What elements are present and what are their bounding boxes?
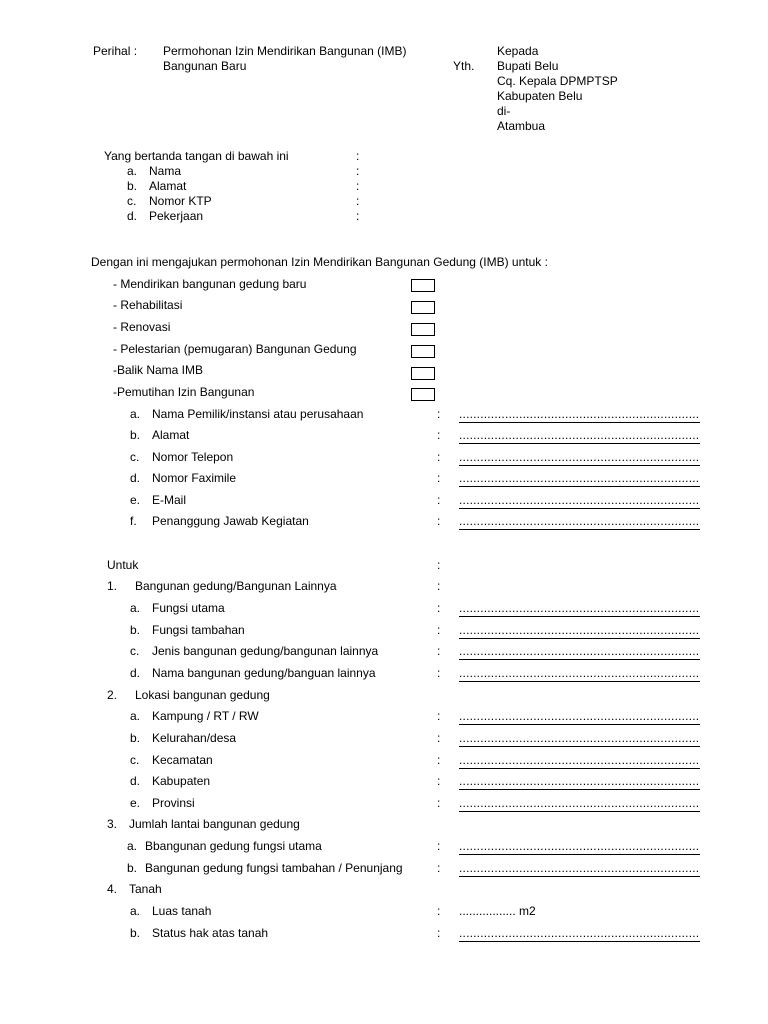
jenis-bangunan-label: Jenis bangunan gedung/bangunan lainnya	[152, 644, 379, 658]
field-letter: c.	[127, 194, 137, 208]
fungsi-utama-field[interactable]	[459, 601, 700, 617]
owner-email-label: E-Mail	[152, 493, 187, 507]
field-letter: a.	[127, 164, 138, 178]
section-title: Jumlah lantai bangunan gedung	[129, 817, 300, 831]
jenis-bangunan-field[interactable]	[459, 644, 700, 660]
untuk-label: Untuk	[107, 558, 139, 572]
field-letter: b.	[127, 179, 138, 193]
applicant-ktp-label: Nomor KTP	[149, 194, 212, 208]
subject-line-1: Permohonan Izin Mendirikan Bangunan (IMB)	[163, 44, 407, 58]
field-letter: b.	[130, 623, 141, 637]
colon: :	[437, 753, 441, 767]
field-letter: f.	[130, 514, 137, 528]
option-label: - Rehabilitasi	[113, 298, 183, 312]
kampung-field[interactable]	[459, 709, 700, 725]
field-letter: a.	[130, 601, 141, 615]
colon: :	[437, 579, 441, 593]
status-tanah-field[interactable]	[459, 926, 700, 942]
field-letter: b.	[127, 861, 138, 875]
owner-fax-label: Nomor Faximile	[152, 471, 237, 485]
option-label: - Mendirikan bangunan gedung baru	[113, 277, 307, 291]
colon: :	[437, 796, 441, 810]
colon: :	[437, 514, 441, 528]
field-letter: e.	[130, 493, 141, 507]
field-letter: d.	[127, 209, 138, 223]
field-letter: e.	[130, 796, 141, 810]
lantai-utama-field[interactable]	[459, 839, 700, 855]
kecamatan-field[interactable]	[459, 753, 700, 769]
applicant-job-label: Pekerjaan	[149, 209, 204, 223]
section-number: 1.	[107, 579, 118, 593]
colon: :	[356, 164, 360, 178]
provinsi-field[interactable]	[459, 796, 700, 812]
field-letter: c.	[130, 644, 140, 658]
recipient-line: Cq. Kepala DPMPTSP	[497, 74, 618, 88]
applicant-address-label: Alamat	[149, 179, 187, 193]
owner-pic-field[interactable]	[459, 514, 700, 530]
nama-bangunan-label: Nama bangunan gedung/banguan lainnya	[152, 666, 376, 680]
lantai-tambahan-label: Bangunan gedung fungsi tambahan / Penunjang	[145, 861, 403, 875]
kecamatan-label: Kecamatan	[152, 753, 213, 767]
colon: :	[437, 407, 441, 421]
colon: :	[437, 493, 441, 507]
owner-name-label: Nama Pemilik/instansi atau perusahaan	[152, 407, 364, 421]
recipient-line: Bupati Belu	[497, 59, 559, 73]
recipient-line: Atambua	[497, 119, 546, 133]
colon: :	[437, 731, 441, 745]
field-letter: b.	[130, 926, 141, 940]
request-statement: Dengan ini mengajukan permohonan Izin Mendirikan Bangunan Gedung (IMB) untuk :	[91, 255, 548, 269]
kabupaten-label: Kabupaten	[152, 774, 211, 788]
section-number: 2.	[107, 688, 118, 702]
owner-phone-label: Nomor Telepon	[152, 450, 234, 464]
colon: :	[437, 666, 441, 680]
owner-name-field[interactable]	[459, 407, 700, 423]
colon: :	[437, 709, 441, 723]
colon: :	[437, 861, 441, 875]
perihal-label: Perihal :	[93, 44, 138, 58]
nama-bangunan-field[interactable]	[459, 666, 700, 682]
checkbox-pelestarian[interactable]	[411, 345, 435, 358]
colon: :	[356, 149, 360, 163]
recipient-line: Kepada	[497, 44, 539, 58]
field-letter: c.	[130, 450, 140, 464]
owner-address-label: Alamat	[152, 428, 190, 442]
colon: :	[437, 471, 441, 485]
colon: :	[437, 774, 441, 788]
owner-address-field[interactable]	[459, 428, 700, 444]
colon: :	[437, 839, 441, 853]
subject-line-2: Bangunan Baru	[163, 59, 247, 73]
yth-label: Yth.	[453, 59, 475, 73]
colon: :	[437, 601, 441, 615]
option-label: - Renovasi	[113, 320, 171, 334]
owner-email-field[interactable]	[459, 493, 700, 509]
applicant-name-label: Nama	[149, 164, 182, 178]
colon: :	[437, 644, 441, 658]
kelurahan-field[interactable]	[459, 731, 700, 747]
section-title: Bangunan gedung/Bangunan Lainnya	[135, 579, 337, 593]
fungsi-utama-label: Fungsi utama	[152, 601, 225, 615]
recipient-line: Kabupaten Belu	[497, 89, 583, 103]
field-letter: c.	[130, 753, 140, 767]
colon: :	[437, 926, 441, 940]
colon: :	[356, 179, 360, 193]
colon: :	[437, 558, 441, 572]
checkbox-rehabilitasi[interactable]	[411, 301, 435, 314]
field-letter: a.	[130, 407, 141, 421]
field-letter: d.	[130, 666, 141, 680]
checkbox-renovasi[interactable]	[411, 323, 435, 336]
owner-phone-field[interactable]	[459, 450, 700, 466]
colon: :	[356, 194, 360, 208]
field-letter: a.	[127, 839, 138, 853]
option-label: - Pelestarian (pemugaran) Bangunan Gedung	[113, 342, 357, 356]
field-letter: a.	[130, 904, 141, 918]
owner-pic-label: Penanggung Jawab Kegiatan	[152, 514, 309, 528]
colon: :	[437, 623, 441, 637]
fungsi-tambahan-field[interactable]	[459, 623, 700, 639]
field-letter: d.	[130, 471, 141, 485]
field-letter: d.	[130, 774, 141, 788]
colon: :	[356, 209, 360, 223]
option-label: -Pemutihan Izin Bangunan	[113, 385, 255, 399]
recipient-line: di-	[497, 104, 511, 118]
field-letter: b.	[130, 731, 141, 745]
owner-fax-field[interactable]	[459, 471, 700, 487]
luas-tanah-label: Luas tanah	[152, 904, 212, 918]
lantai-tambahan-field[interactable]	[459, 861, 700, 877]
section-number: 4.	[107, 882, 118, 896]
section-number: 3.	[107, 817, 118, 831]
luas-tanah-field[interactable]: ................. m2	[459, 904, 536, 918]
field-letter: a.	[130, 709, 141, 723]
checkbox-pemutihan[interactable]	[411, 388, 435, 401]
lantai-utama-label: Bbangunan gedung fungsi utama	[145, 839, 322, 853]
kampung-label: Kampung / RT / RW	[152, 709, 259, 723]
fungsi-tambahan-label: Fungsi tambahan	[152, 623, 245, 637]
option-label: -Balik Nama IMB	[113, 363, 204, 377]
colon: :	[437, 904, 441, 918]
colon: :	[437, 428, 441, 442]
status-tanah-label: Status hak atas tanah	[152, 926, 269, 940]
section-title: Lokasi bangunan gedung	[135, 688, 270, 702]
applicant-intro: Yang bertanda tangan di bawah ini	[104, 149, 289, 163]
checkbox-mendirikan[interactable]	[411, 279, 435, 292]
field-letter: b.	[130, 428, 141, 442]
section-title: Tanah	[129, 882, 162, 896]
provinsi-label: Provinsi	[152, 796, 195, 810]
colon: :	[437, 450, 441, 464]
kelurahan-label: Kelurahan/desa	[152, 731, 237, 745]
kabupaten-field[interactable]	[459, 774, 700, 790]
checkbox-balik-nama[interactable]	[411, 367, 435, 380]
